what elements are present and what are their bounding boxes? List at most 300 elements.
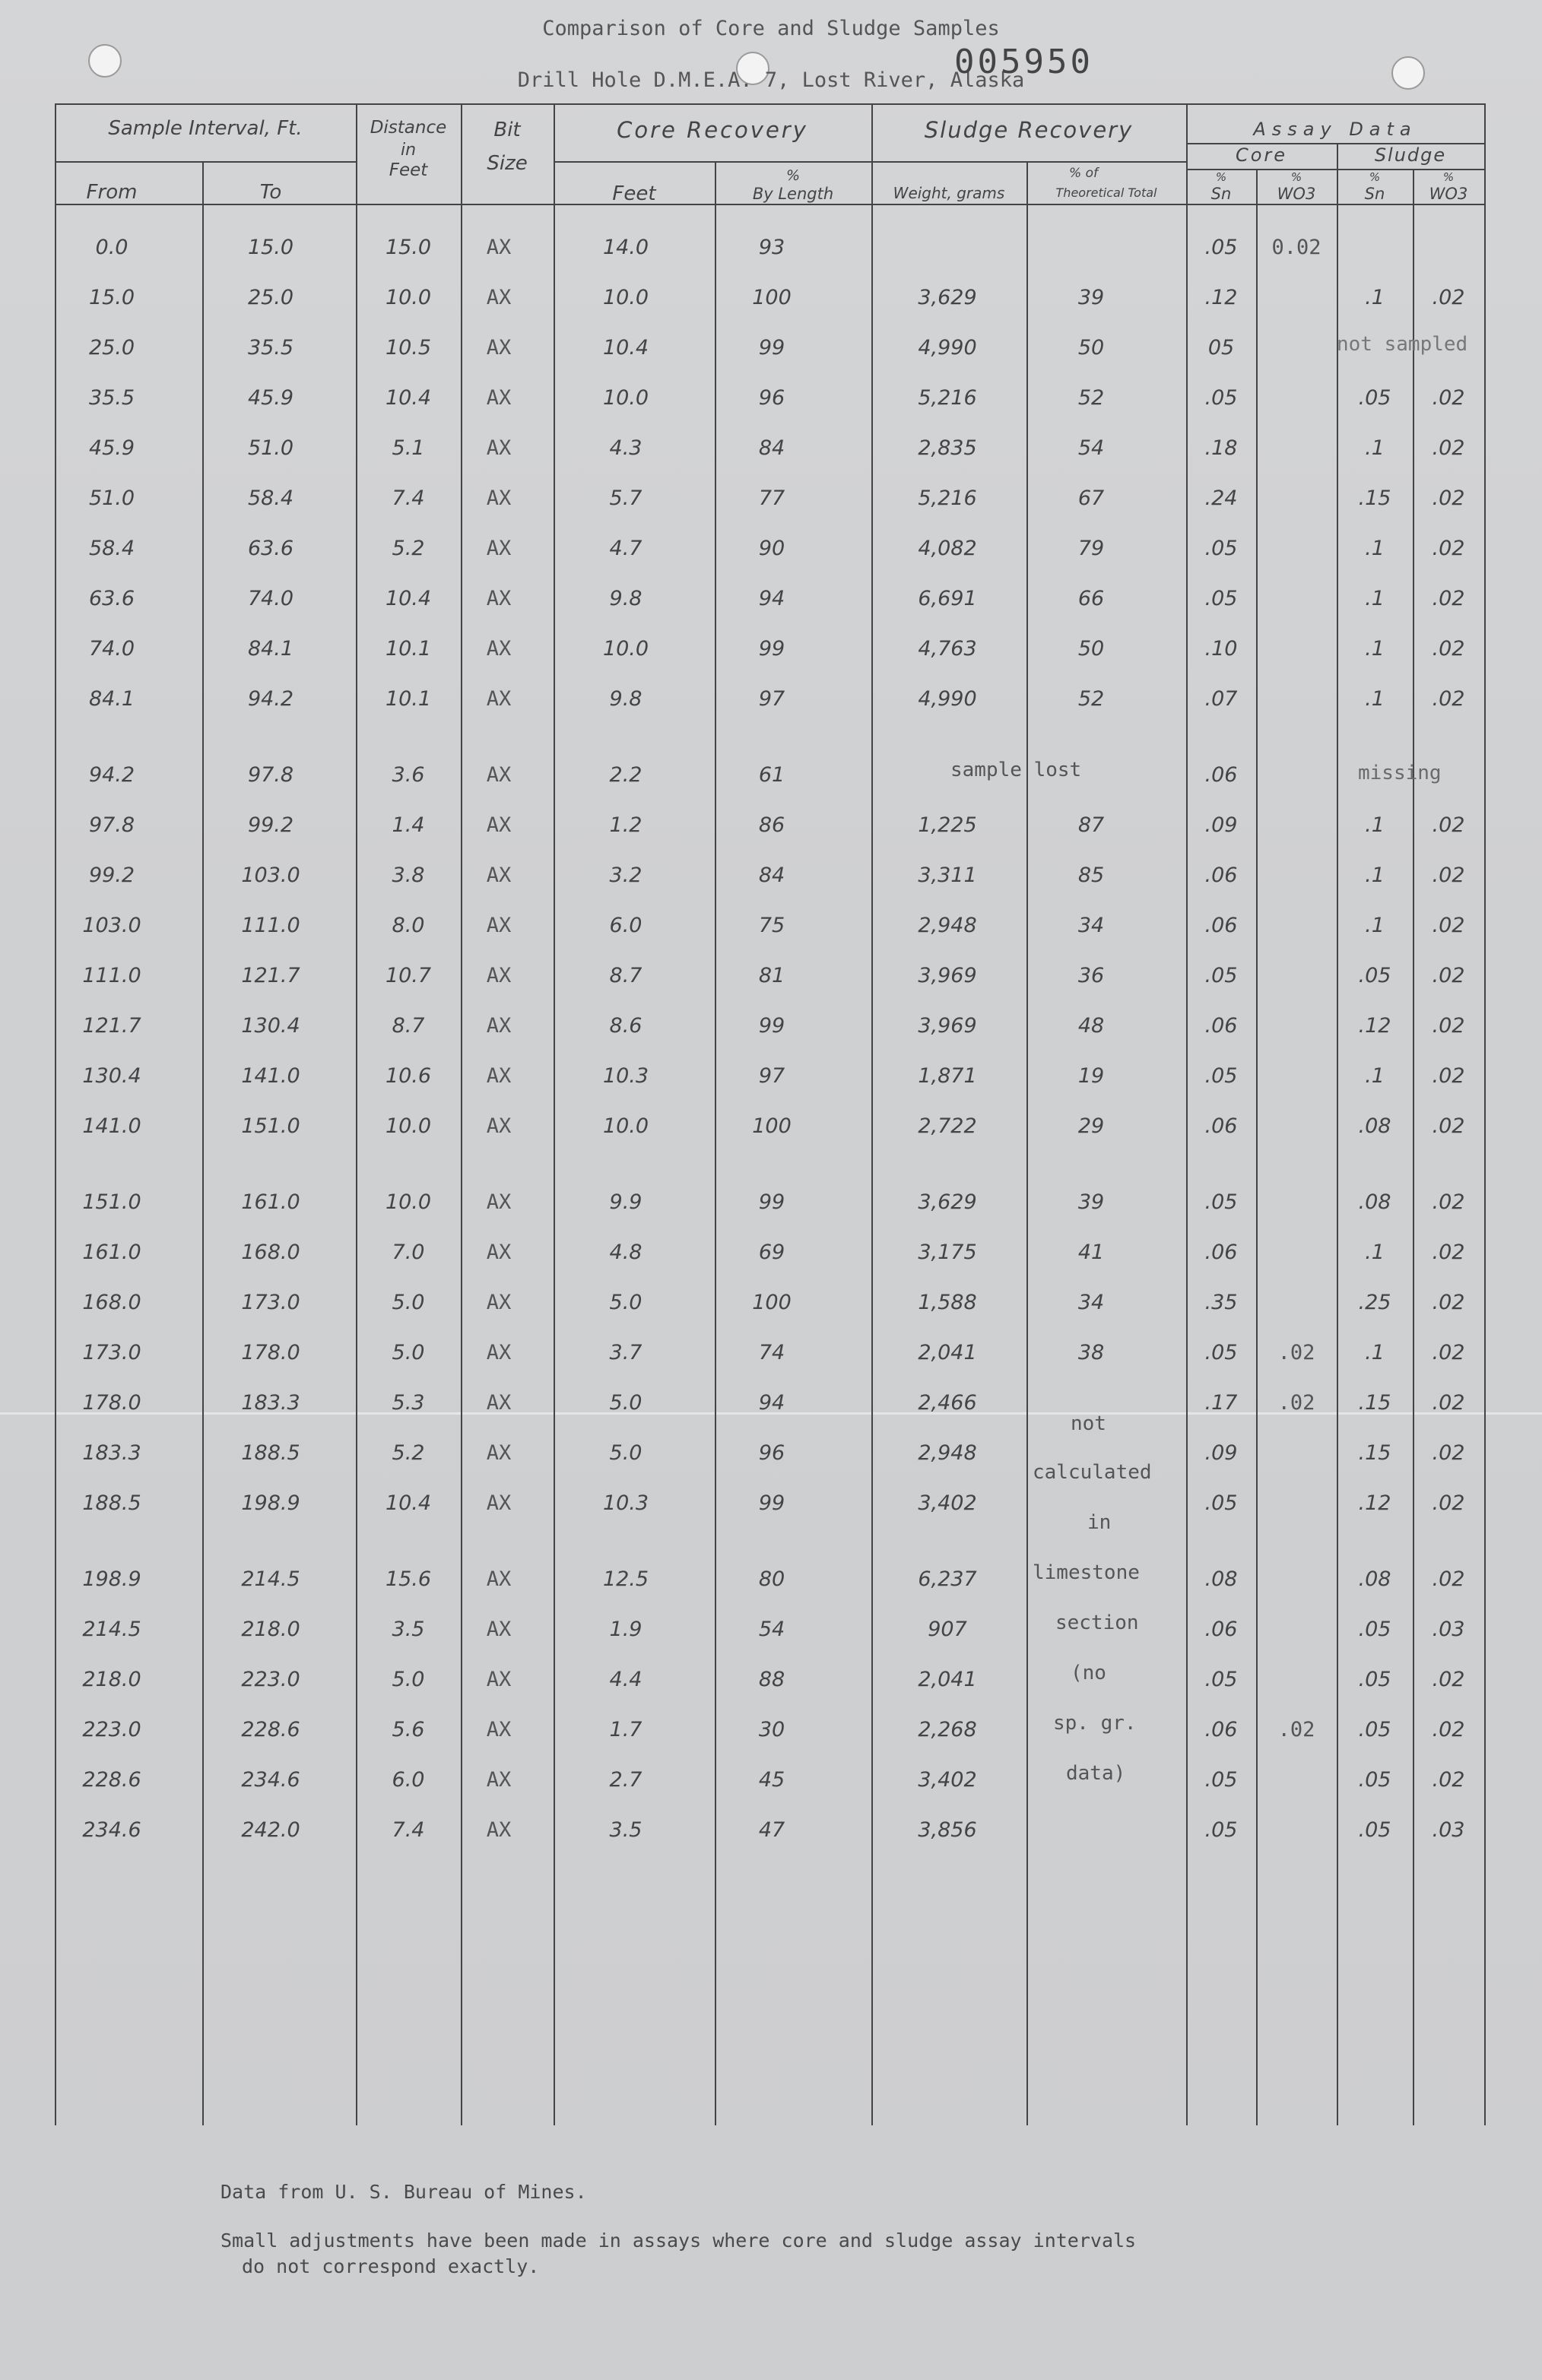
header-split-line — [1186, 169, 1484, 170]
cell-sludge-wo3: .02 — [1432, 1768, 1465, 1792]
cell-to: 94.2 — [247, 687, 294, 711]
cell-sludge-theoretical: 39 — [1077, 1190, 1105, 1214]
cell-distance: 10.0 — [385, 1114, 432, 1138]
cell-sludge-weight: 1,871 — [918, 1064, 977, 1088]
table-row — [0, 336, 1542, 374]
cell-core-sn: 05 — [1207, 336, 1235, 360]
cell-from: 0.0 — [95, 236, 128, 259]
cell-sludge-weight: 4,082 — [918, 537, 977, 560]
cell-from: 161.0 — [82, 1241, 141, 1264]
cell-sludge-theoretical: 50 — [1077, 637, 1105, 661]
cell-to: 141.0 — [241, 1064, 300, 1088]
cell-distance: 10.1 — [385, 637, 432, 661]
footer-adjustment-line2: do not correspond exactly. — [242, 2255, 540, 2277]
cell-bit-size: AX — [486, 914, 512, 937]
cell-sludge-sn: .08 — [1358, 1190, 1391, 1214]
cell-sludge-sn: .05 — [1358, 964, 1391, 987]
cell-distance: 7.4 — [392, 486, 425, 510]
header-split-line — [55, 161, 356, 163]
cell-from: 183.3 — [82, 1441, 141, 1465]
cell-sludge-wo3: .02 — [1432, 1241, 1465, 1264]
header-split-line — [554, 161, 1186, 163]
cell-from: 188.5 — [82, 1491, 141, 1515]
header-core-sn: Sn — [1210, 185, 1232, 203]
table-row — [0, 1291, 1542, 1329]
cell-sludge-sn: .05 — [1358, 1768, 1391, 1792]
cell-bit-size: AX — [486, 286, 512, 309]
header-core-feet: Feet — [612, 182, 656, 205]
cell-core-pct: 30 — [758, 1718, 785, 1741]
cell-to: 84.1 — [247, 637, 294, 661]
cell-sludge-wo3: .02 — [1432, 1014, 1465, 1038]
cell-from: 25.0 — [88, 336, 135, 360]
cell-sludge-theoretical: 79 — [1077, 537, 1105, 560]
cell-sludge-theoretical: 34 — [1077, 1291, 1105, 1314]
cell-core-pct: 97 — [758, 1064, 785, 1088]
cell-sludge-sn: .1 — [1365, 864, 1385, 887]
cell-to: 218.0 — [241, 1618, 300, 1641]
table-row — [0, 1818, 1542, 1856]
note-not-calculated-8: data) — [1066, 1762, 1126, 1785]
cell-sludge-wo3: .02 — [1432, 1291, 1465, 1314]
cell-sludge-wo3: .03 — [1432, 1618, 1465, 1641]
cell-sludge-sn: .05 — [1358, 1618, 1391, 1641]
cell-bit-size: AX — [486, 1391, 512, 1415]
table-row — [0, 1391, 1542, 1429]
cell-core-feet: 2.2 — [609, 763, 642, 787]
cell-to: 51.0 — [247, 436, 294, 460]
cell-from: 168.0 — [82, 1291, 141, 1314]
cell-to: 97.8 — [247, 763, 294, 787]
cell-from: 121.7 — [82, 1014, 141, 1038]
cell-sludge-sn: .08 — [1358, 1567, 1391, 1591]
cell-distance: 8.0 — [392, 914, 425, 937]
table-row — [0, 436, 1542, 474]
table-row — [0, 537, 1542, 575]
table-row — [0, 964, 1542, 1002]
header-sludge-pct-of: % of — [1069, 166, 1098, 181]
cell-core-feet: 3.2 — [609, 864, 642, 887]
cell-to: 214.5 — [241, 1567, 300, 1591]
cell-bit-size: AX — [486, 537, 512, 560]
cell-distance: 5.3 — [392, 1391, 425, 1415]
cell-core-sn: .08 — [1204, 1567, 1238, 1591]
header-distance: Distance — [370, 118, 447, 138]
cell-sludge-theoretical: 48 — [1077, 1014, 1105, 1038]
cell-distance: 10.5 — [385, 336, 432, 360]
cell-sludge-weight: 3,175 — [918, 1241, 977, 1264]
note-not-calculated-3: in — [1087, 1511, 1112, 1534]
cell-from: 173.0 — [82, 1341, 141, 1364]
cell-core-sn: .06 — [1204, 763, 1238, 787]
cell-bit-size: AX — [486, 236, 512, 259]
cell-to: 228.6 — [241, 1718, 300, 1741]
cell-sludge-wo3: .02 — [1432, 1718, 1465, 1741]
cell-core-sn: .35 — [1204, 1291, 1238, 1314]
header-core-recovery: Core Recovery — [617, 117, 808, 143]
cell-sludge-wo3: .02 — [1432, 286, 1465, 309]
cell-sludge-weight: 5,216 — [918, 386, 977, 410]
doc-subtitle: Drill Hole D.M.E.A. 7, Lost River, Alaska — [517, 68, 1025, 92]
cell-core-feet: 8.6 — [609, 1014, 642, 1038]
doc-title: Comparison of Core and Sludge Samples — [542, 17, 1000, 40]
cell-core-sn: .17 — [1204, 1391, 1238, 1415]
cell-sludge-wo3: .02 — [1432, 637, 1465, 661]
cell-sludge-theoretical: 66 — [1077, 587, 1105, 610]
cell-to: 130.4 — [241, 1014, 300, 1038]
cell-sludge-sn: .1 — [1365, 286, 1385, 309]
cell-core-pct: 96 — [758, 386, 785, 410]
cell-sludge-wo3: .03 — [1432, 1818, 1465, 1842]
cell-core-feet: 5.0 — [609, 1391, 642, 1415]
cell-core-sn: .24 — [1204, 486, 1238, 510]
header-core-wo3: WO3 — [1277, 185, 1316, 203]
table-row — [0, 687, 1542, 725]
cell-sludge-weight: 3,969 — [918, 964, 977, 987]
cell-from: 94.2 — [88, 763, 135, 787]
cell-bit-size: AX — [486, 1241, 512, 1264]
cell-core-feet: 9.8 — [609, 687, 642, 711]
cell-core-sn: .09 — [1204, 1441, 1238, 1465]
cell-sludge-sn: .08 — [1358, 1114, 1391, 1138]
cell-bit-size: AX — [486, 1190, 512, 1214]
table-row — [0, 1768, 1542, 1806]
cell-bit-size: AX — [486, 1567, 512, 1591]
cell-distance: 5.0 — [392, 1668, 425, 1691]
cell-core-pct: 75 — [758, 914, 785, 937]
cell-distance: 3.8 — [392, 864, 425, 887]
cell-distance: 5.2 — [392, 1441, 425, 1465]
cell-to: 99.2 — [247, 813, 294, 837]
cell-distance: 5.0 — [392, 1341, 425, 1364]
cell-to: 111.0 — [241, 914, 300, 937]
cell-core-pct: 88 — [758, 1668, 785, 1691]
table-row — [0, 1241, 1542, 1279]
cell-sludge-theoretical: 52 — [1077, 687, 1105, 711]
cell-to: 25.0 — [247, 286, 294, 309]
cell-core-sn: .06 — [1204, 1618, 1238, 1641]
cell-core-feet: 10.0 — [602, 386, 649, 410]
cell-core-pct: 61 — [758, 763, 785, 787]
cell-sludge-theoretical: 54 — [1077, 436, 1105, 460]
doc-number: 005950 — [954, 43, 1093, 81]
cell-core-pct: 93 — [758, 236, 785, 259]
cell-to: 183.3 — [241, 1391, 300, 1415]
cell-to: 103.0 — [241, 864, 300, 887]
cell-sludge-weight: 3,311 — [918, 864, 977, 887]
cell-sludge-weight: 2,466 — [918, 1391, 977, 1415]
cell-core-wo3: 0.02 — [1271, 236, 1321, 259]
note-missing: missing — [1358, 762, 1442, 784]
header-sample-interval: Sample Interval, Ft. — [108, 117, 303, 140]
table-row — [0, 813, 1542, 851]
cell-from: 35.5 — [88, 386, 135, 410]
header-sludge-weight: Weight, grams — [893, 184, 1005, 202]
cell-to: 58.4 — [247, 486, 294, 510]
cell-to: 151.0 — [241, 1114, 300, 1138]
cell-sludge-weight: 2,948 — [918, 914, 977, 937]
cell-sludge-sn: .25 — [1358, 1291, 1391, 1314]
cell-core-sn: .18 — [1204, 436, 1238, 460]
table-row — [0, 286, 1542, 324]
cell-core-wo3: .02 — [1277, 1341, 1315, 1364]
cell-core-sn: .06 — [1204, 1718, 1238, 1741]
header-sludge-theoretical: Theoretical Total — [1055, 185, 1157, 200]
cell-core-feet: 4.8 — [609, 1241, 642, 1264]
cell-core-feet: 8.7 — [609, 964, 642, 987]
cell-bit-size: AX — [486, 1341, 512, 1364]
cell-from: 228.6 — [82, 1768, 141, 1792]
cell-sludge-theoretical: 38 — [1077, 1341, 1105, 1364]
cell-core-pct: 100 — [752, 1291, 792, 1314]
cell-sludge-sn: .12 — [1358, 1491, 1391, 1515]
cell-from: 15.0 — [88, 286, 135, 309]
cell-from: 218.0 — [82, 1668, 141, 1691]
cell-from: 130.4 — [82, 1064, 141, 1088]
cell-core-wo3: .02 — [1277, 1718, 1315, 1741]
header-assay-core: Core — [1235, 144, 1288, 166]
cell-sludge-weight: 4,990 — [918, 336, 977, 360]
cell-core-feet: 1.7 — [609, 1718, 642, 1741]
cell-from: 103.0 — [82, 914, 141, 937]
cell-distance: 10.4 — [385, 386, 432, 410]
cell-sludge-weight: 3,402 — [918, 1491, 977, 1515]
table-row — [0, 864, 1542, 902]
cell-core-feet: 12.5 — [602, 1567, 649, 1591]
cell-sludge-weight: 2,268 — [918, 1718, 977, 1741]
cell-sludge-theoretical: 85 — [1077, 864, 1105, 887]
cell-core-sn: .06 — [1204, 1241, 1238, 1264]
cell-core-pct: 77 — [758, 486, 785, 510]
cell-core-feet: 2.7 — [609, 1768, 642, 1792]
cell-sludge-weight: 2,041 — [918, 1341, 977, 1364]
cell-distance: 8.7 — [392, 1014, 425, 1038]
header-sludge-recovery: Sludge Recovery — [924, 117, 1134, 143]
note-not-calculated-1: not — [1071, 1412, 1106, 1435]
cell-bit-size: AX — [486, 813, 512, 837]
cell-bit-size: AX — [486, 1818, 512, 1842]
cell-distance: 10.1 — [385, 687, 432, 711]
note-sample-lost: sample lost — [950, 759, 1082, 781]
cell-sludge-wo3: .02 — [1432, 386, 1465, 410]
header-assay-sludge: Sludge — [1374, 144, 1447, 166]
cell-to: 15.0 — [247, 236, 294, 259]
cell-to: 35.5 — [247, 336, 294, 360]
cell-sludge-weight: 4,763 — [918, 637, 977, 661]
cell-bit-size: AX — [486, 1291, 512, 1314]
cell-from: 58.4 — [88, 537, 135, 560]
cell-core-sn: .06 — [1204, 1014, 1238, 1038]
cell-distance: 10.6 — [385, 1064, 432, 1088]
cell-sludge-sn: .12 — [1358, 1014, 1391, 1038]
cell-to: 168.0 — [241, 1241, 300, 1264]
cell-core-sn: .05 — [1204, 1341, 1238, 1364]
cell-core-feet: 10.4 — [602, 336, 649, 360]
cell-core-pct: 74 — [758, 1341, 785, 1364]
cell-sludge-theoretical: 19 — [1077, 1064, 1105, 1088]
cell-to: 234.6 — [241, 1768, 300, 1792]
cell-sludge-theoretical: 39 — [1077, 286, 1105, 309]
cell-core-sn: .05 — [1204, 1668, 1238, 1691]
cell-bit-size: AX — [486, 1064, 512, 1088]
cell-to: 223.0 — [241, 1668, 300, 1691]
cell-sludge-sn: .05 — [1358, 1718, 1391, 1741]
cell-core-pct: 45 — [758, 1768, 785, 1792]
cell-core-sn: .09 — [1204, 813, 1238, 837]
table-row — [0, 1718, 1542, 1756]
cell-sludge-wo3: .02 — [1432, 964, 1465, 987]
cell-sludge-wo3: .02 — [1432, 1668, 1465, 1691]
cell-sludge-sn: .1 — [1365, 1341, 1385, 1364]
footer-source: Data from U. S. Bureau of Mines. — [221, 2181, 587, 2203]
cell-sludge-weight: 907 — [928, 1618, 967, 1641]
cell-sludge-theoretical: 52 — [1077, 386, 1105, 410]
cell-distance: 10.7 — [385, 964, 432, 987]
cell-sludge-sn: .15 — [1358, 1441, 1391, 1465]
cell-sludge-sn: .1 — [1365, 587, 1385, 610]
cell-sludge-wo3: .02 — [1432, 1064, 1465, 1088]
cell-to: 63.6 — [247, 537, 294, 560]
cell-core-pct: 97 — [758, 687, 785, 711]
cell-core-feet: 3.5 — [609, 1818, 642, 1842]
cell-bit-size: AX — [486, 637, 512, 661]
cell-sludge-wo3: .02 — [1432, 687, 1465, 711]
cell-to: 198.9 — [241, 1491, 300, 1515]
cell-core-feet: 5.0 — [609, 1441, 642, 1465]
cell-sludge-sn: .1 — [1365, 687, 1385, 711]
cell-core-feet: 9.9 — [609, 1190, 642, 1214]
cell-sludge-sn: .1 — [1365, 637, 1385, 661]
cell-core-wo3: .02 — [1277, 1391, 1315, 1415]
cell-core-sn: .05 — [1204, 964, 1238, 987]
cell-sludge-wo3: .02 — [1432, 486, 1465, 510]
header-core-wo3-pct: % — [1290, 170, 1302, 184]
cell-sludge-wo3: .02 — [1432, 813, 1465, 837]
header-bit-size: Size — [487, 152, 528, 175]
cell-sludge-wo3: .02 — [1432, 914, 1465, 937]
cell-distance: 5.6 — [392, 1718, 425, 1741]
cell-sludge-wo3: .02 — [1432, 436, 1465, 460]
cell-to: 178.0 — [241, 1341, 300, 1364]
cell-bit-size: AX — [486, 1114, 512, 1138]
header-core-sn-pct: % — [1215, 170, 1227, 184]
cell-distance: 10.0 — [385, 286, 432, 309]
cell-core-feet: 10.0 — [602, 286, 649, 309]
cell-bit-size: AX — [486, 964, 512, 987]
cell-core-pct: 99 — [758, 336, 785, 360]
header-bottom-border — [55, 204, 1484, 205]
cell-sludge-weight: 3,629 — [918, 1190, 977, 1214]
cell-sludge-weight: 6,237 — [918, 1567, 977, 1591]
cell-distance: 5.2 — [392, 537, 425, 560]
cell-core-sn: .05 — [1204, 1491, 1238, 1515]
cell-bit-size: AX — [486, 1718, 512, 1741]
table-top-border — [55, 103, 1484, 105]
cell-sludge-sn: .1 — [1365, 914, 1385, 937]
cell-to: 121.7 — [241, 964, 300, 987]
cell-sludge-theoretical: 67 — [1077, 486, 1105, 510]
cell-sludge-theoretical: 36 — [1077, 964, 1105, 987]
header-distance-in: in — [400, 141, 417, 160]
cell-core-sn: .05 — [1204, 1768, 1238, 1792]
cell-distance: 7.4 — [392, 1818, 425, 1842]
cell-sludge-weight: 1,588 — [918, 1291, 977, 1314]
cell-bit-size: AX — [486, 1618, 512, 1641]
table-row — [0, 1114, 1542, 1152]
cell-distance: 7.0 — [392, 1241, 425, 1264]
table-row — [0, 587, 1542, 625]
cell-distance: 5.0 — [392, 1291, 425, 1314]
cell-sludge-sn: .1 — [1365, 436, 1385, 460]
cell-sludge-weight: 5,216 — [918, 486, 977, 510]
cell-bit-size: AX — [486, 336, 512, 360]
cell-sludge-wo3: .02 — [1432, 587, 1465, 610]
cell-bit-size: AX — [486, 1491, 512, 1515]
header-sludge-sn: Sn — [1364, 185, 1385, 203]
cell-bit-size: AX — [486, 1768, 512, 1792]
cell-bit-size: AX — [486, 864, 512, 887]
header-assay-data: Assay Data — [1253, 119, 1417, 140]
cell-core-pct: 94 — [758, 1391, 785, 1415]
cell-core-sn: .06 — [1204, 1114, 1238, 1138]
note-not-calculated-7: sp. gr. — [1053, 1712, 1137, 1735]
cell-core-pct: 86 — [758, 813, 785, 837]
cell-core-sn: .07 — [1204, 687, 1238, 711]
cell-sludge-sn: .1 — [1365, 1241, 1385, 1264]
cell-sludge-sn: .1 — [1365, 1064, 1385, 1088]
cell-core-feet: 5.7 — [609, 486, 642, 510]
cell-core-sn: .05 — [1204, 386, 1238, 410]
cell-core-pct: 47 — [758, 1818, 785, 1842]
table-row — [0, 486, 1542, 524]
cell-core-pct: 99 — [758, 637, 785, 661]
cell-to: 242.0 — [241, 1818, 300, 1842]
cell-bit-size: AX — [486, 436, 512, 460]
cell-from: 99.2 — [88, 864, 135, 887]
cell-core-sn: .05 — [1204, 236, 1238, 259]
cell-core-feet: 1.9 — [609, 1618, 642, 1641]
cell-sludge-theoretical: 87 — [1077, 813, 1105, 837]
cell-sludge-sn: .15 — [1358, 486, 1391, 510]
cell-from: 84.1 — [88, 687, 135, 711]
cell-core-sn: .12 — [1204, 286, 1238, 309]
cell-sludge-wo3: .02 — [1432, 1441, 1465, 1465]
cell-core-pct: 99 — [758, 1491, 785, 1515]
cell-sludge-weight: 3,402 — [918, 1768, 977, 1792]
header-sludge-wo3: WO3 — [1429, 185, 1468, 203]
cell-from: 45.9 — [88, 436, 135, 460]
cell-distance: 10.4 — [385, 1491, 432, 1515]
cell-distance: 3.5 — [392, 1618, 425, 1641]
cell-from: 63.6 — [88, 587, 135, 610]
cell-bit-size: AX — [486, 687, 512, 711]
cell-core-feet: 4.3 — [609, 436, 642, 460]
table-row — [0, 1014, 1542, 1052]
note-not-sampled: not sampled — [1337, 333, 1468, 356]
table-row — [0, 1567, 1542, 1605]
cell-core-sn: .05 — [1204, 587, 1238, 610]
cell-bit-size: AX — [486, 587, 512, 610]
cell-core-pct: 96 — [758, 1441, 785, 1465]
cell-distance: 5.1 — [392, 436, 425, 460]
cell-sludge-sn: .05 — [1358, 1668, 1391, 1691]
cell-distance: 3.6 — [392, 763, 425, 787]
note-not-calculated-4: limestone — [1033, 1561, 1140, 1584]
table-row — [0, 1064, 1542, 1102]
header-from: From — [86, 181, 138, 204]
cell-to: 188.5 — [241, 1441, 300, 1465]
table-row — [0, 1668, 1542, 1706]
